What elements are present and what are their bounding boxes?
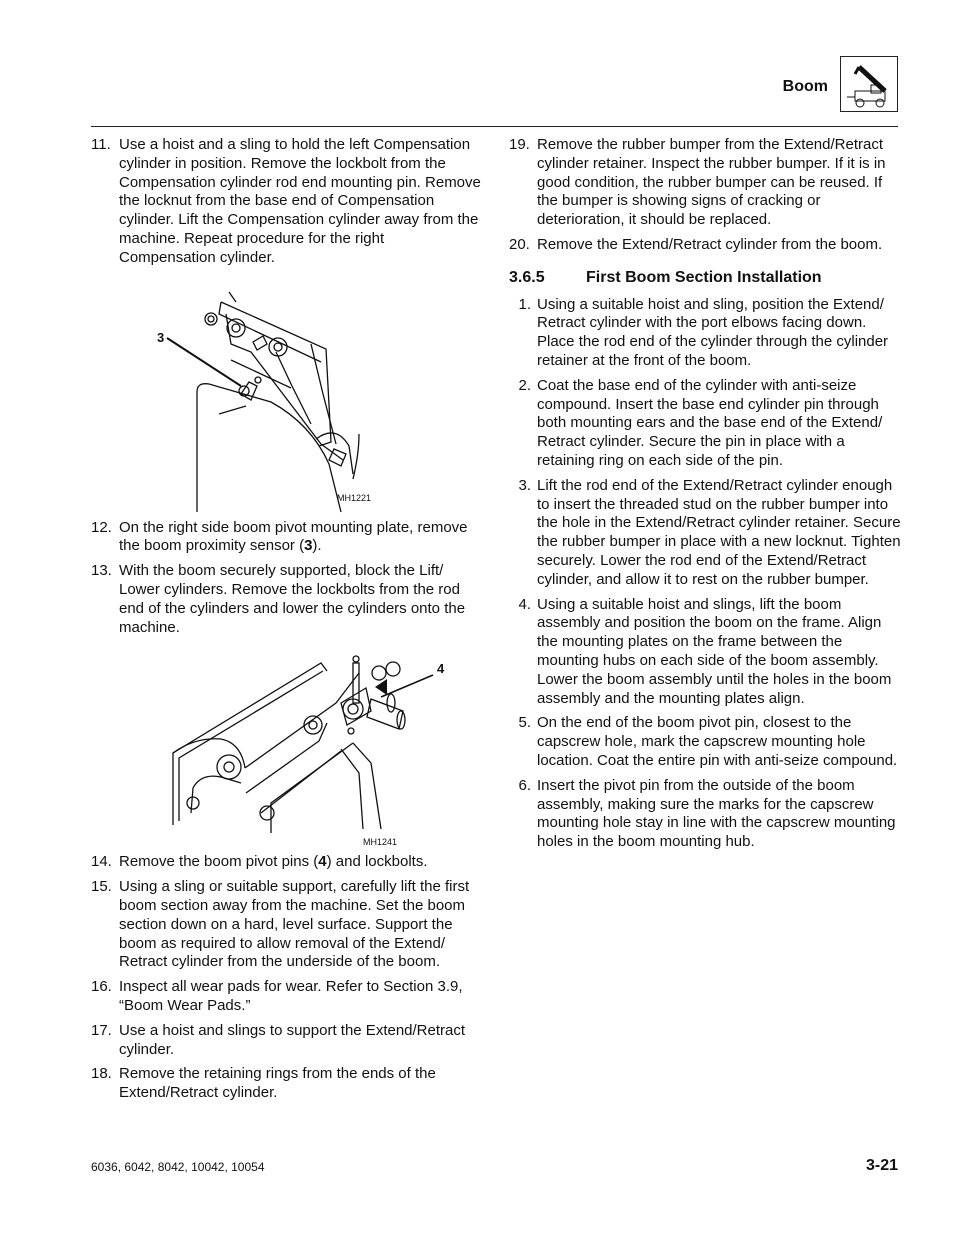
item-number: 15. [91,878,112,896]
figure-callout: 4 [437,661,445,677]
item-number: 6. [518,776,531,794]
figure-code: MH1221 [337,492,372,503]
figure-code: MH1241 [363,837,398,848]
item-number: 5. [518,714,531,732]
list-item [91,853,483,872]
section-number: 3.6.5 [509,268,545,286]
item-number: 18. [91,1065,112,1083]
callout-ref: 4 [318,853,327,871]
item-text: Remove the rubber bumper from the Extend/Retract cylinder retainer. Inspect the rubber bumper. If it is in good condition, the rubber bumper can be reused. If the bumper is showing signs of cracking or deterioration, it should be replaced. [537,136,886,229]
list-item [91,878,483,972]
list-item [509,296,901,371]
item-number: 17. [91,1021,112,1039]
item-text: Using a suitable hoist and sling, position the Extend/ Retract cylinder with the port elbows facing down. Place the rod end of the cylinder through the cylinder retainer at the front of the boom. [537,295,889,369]
item-number: 19. [509,136,530,153]
item-number: 3. [518,476,531,494]
item-number: 4. [518,595,531,613]
list-item [509,714,901,770]
item-number: 16. [91,978,112,996]
item-text: Remove the retaining rings from the ends of the Extend/Retract cylinder. [119,1065,436,1102]
section-title: Boom [782,78,828,95]
item-text: ). [312,537,322,555]
item-text: ) and lockbolts. [326,853,428,871]
list-item [509,777,901,852]
item-text: On the right side boom pivot mounting plate, remove the boom proximity sensor ( [119,518,468,555]
item-text: Remove the boom pivot pins ( [119,853,319,871]
list-item [91,978,483,1016]
list-item [509,596,901,709]
item-number: 14. [91,853,112,871]
item-text: Use a hoist and a sling to hold the left Compensation cylinder in position. Remove the lockbolt from the Compensation cylinder rod end mounting pin. Remove the locknut from the base end of Compensation cylinder. Lift the Compensation cylinder away from the machine. Repeat procedure for the right Compensation cylinder. [119,136,481,266]
list-item [509,136,901,230]
list-item [91,562,483,637]
item-text: Inspect all wear pads for wear. Refer to Section 3.9, “Boom Wear Pads.” [119,978,463,1014]
list-item [91,519,483,557]
list-item [91,1065,483,1103]
list-item [509,377,901,471]
list-item [91,136,483,268]
left-column [91,136,483,1109]
header-rule [91,126,898,127]
figure-mh1241 [91,643,483,853]
callout-ref: 3 [304,537,313,555]
section-heading [509,269,901,288]
item-text: Coat the base end of the cylinder with anti-seize compound. Insert the base end cylinder pin through both mounting ears and the base end of the Extend/ Retract cylinder. Secure the pin in place with a retaining ring on each side of the pin. [537,376,883,469]
item-text: On the end of the boom pivot pin, closest to the capscrew hole, mark the capscrew mounting hole location. Coat the entire pin with anti-seize compound. [537,714,898,769]
item-number: 1. [518,295,531,313]
page-number: 3-21 [865,1157,898,1174]
item-number: 12. [91,518,112,536]
right-column [509,136,901,858]
item-number: 11. [91,136,111,153]
boom-handler-icon [840,56,898,112]
figure-callout: 3 [157,329,165,345]
item-text: Lift the rod end of the Extend/Retract cylinder enough to insert the threaded stud on the rubber bumper into the hole in the Extend/Retract cylinder retainer. Secure the rubber bumper in place with a new locknut. Tighten securely. Lower the rod end of the Extend/Retract cylinder, and allow it to rest on the rubber bumper. [537,476,901,588]
footer-models: 6036, 6042, 8042, 10042, 10054 [91,1160,265,1174]
item-text: With the boom securely supported, block the Lift/ Lower cylinders. Remove the lockbolts from the rod end of the cylinders and lower the cylinders onto the machine. [119,562,466,636]
section-title-text: First Boom Section Installation [586,268,822,286]
item-text: Use a hoist and slings to support the Extend/Retract cylinder. [119,1021,466,1058]
item-number: 2. [518,376,531,394]
list-item [509,477,901,590]
item-number: 13. [91,562,112,580]
list-item [509,236,901,255]
item-text: Insert the pivot pin from the outside of the boom assembly, making sure the marks for the capscrew mounting hole stay in line with the capscrew mounting holes in the boom mounting hub. [537,776,896,851]
item-number: 20. [509,235,530,253]
item-text: Using a suitable hoist and slings, lift the boom assembly and position the boom on the frame. Align the mounting plates on the frame between the mounting hubs on each side of the boom assembly. Lower the boom assembly until the holes in the boom assembly and the mounting plates align. [537,595,892,707]
item-text: Remove the Extend/Retract cylinder from the boom. [537,235,883,253]
item-text: Using a sling or suitable support, carefully lift the first boom section away from the machine. Set the boom section down on a hard, level surface. Support the boom as required to allow removal of the Extend/ Retract cylinder from the underside of the boom. [119,878,470,971]
figure-mh1221 [91,274,483,519]
list-item [91,1022,483,1060]
